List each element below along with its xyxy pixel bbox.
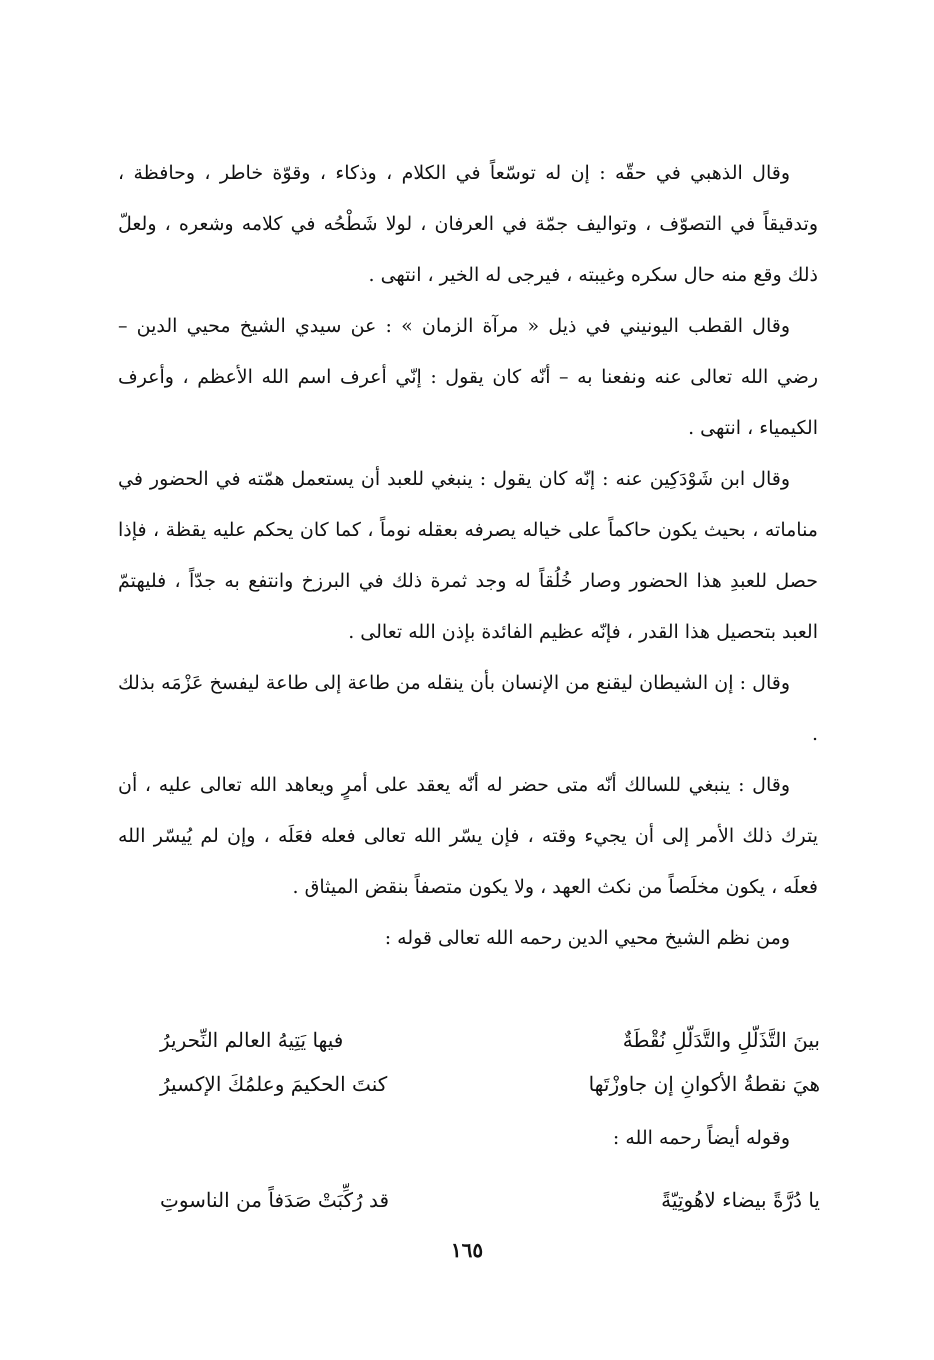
verse-second-hemistich: كنتَ الحكيمَ وعلمُكَ الإكسيرُ: [160, 1072, 388, 1096]
paragraph-dhahabi: وقال الذهبي في حقّه : إن له توسّعاً في الكلام ، وذكاء ، وقوّة خاطر ، وحافظة ، وتدقيقاً في التصوّف ، وتواليف جمّة في العرفان ، لولا شَطْحُه في كلامه وشعره ، ولعلّ ذلك وقع منه حال سكره وغيبته ، فيرجى له الخير ، انتهى .: [118, 162, 818, 286]
verse-second-hemistich: قد رُكِّبَتْ صَدَفاً من الناسوتِ: [160, 1188, 390, 1212]
verse-second-hemistich: فيها يَتِيهُ العالم النِّحريرُ: [160, 1028, 344, 1052]
paragraph-salik: وقال : ينبغي للسالك أنّه متى حضر له أنّه يعقد على أمرٍ ويعاهد الله تعالى عليه ، أن يترك ذلك الأمر إلى أن يجيء وقته ، فإن يسّر الله تعالى فعله فعَلَه ، وإن لم يُيسّر الله فعلَه ، يكون مخلَصاً من نكث العهد ، ولا يكون متصفاً بنقض الميثاق .: [118, 774, 818, 898]
verse-intro-second: وقوله أيضاً رحمه الله :: [612, 1127, 790, 1149]
verse-first-hemistich: هيَ نقطةُ الأكوانِ إن جاوزْتَها: [588, 1072, 820, 1096]
verse-line: [160, 1178, 820, 1222]
prose-section: [118, 148, 818, 964]
verse-intro-first: ومن نظم الشيخ محيي الدين رحمه الله تعالى قوله :: [384, 927, 790, 949]
verse-line: [160, 1018, 820, 1062]
verse-first-hemistich: بينَ التَّذَلّلِ والتَّدَلّلِ نُقْطَةٌ: [622, 1028, 820, 1052]
page-number: ١٦٥: [450, 1238, 484, 1262]
verse-first-hemistich: يا دُرَّةً بيضاء لاهُوتِيّةً: [661, 1188, 820, 1212]
paragraph-yunini: وقال القطب اليونيني في ذيل « مرآة الزمان » : عن سيدي الشيخ محيي الدين – رضي الله تعالى عنه ونفعنا به – أنّه كان يقول : إنّي أعرف اسم الله الأعظم ، وأعرف الكيمياء ، انتهى .: [118, 315, 818, 439]
poem-first: [160, 1018, 820, 1106]
paragraph-ibn-shawdakin: وقال ابن شَوْدَكِين عنه : إنّه كان يقول : ينبغي للعبد أن يستعمل همّته في الحضور في مناماته ، بحيث يكون حاكماً على خياله يصرفه بعقله نوماً ، كما كان يحكم عليه يقظة ، فإذا حصل للعبدِ هذا الحضور وصار خُلُقاً له وجد ثمرة ذلك في البرزخ وانتفع به جدّاً ، فليهتمّ العبد بتحصيل هذا القدر ، فإنّه عظيم الفائدة بإذن الله تعالى .: [118, 468, 818, 643]
poem-second: [160, 1178, 820, 1222]
paragraph-shaytan: وقال : إن الشيطان ليقنع من الإنسان بأن ينقله من طاعة إلى طاعة ليفسخ عَزْمَه بذلك .: [118, 672, 818, 745]
verse-line: [160, 1062, 820, 1106]
